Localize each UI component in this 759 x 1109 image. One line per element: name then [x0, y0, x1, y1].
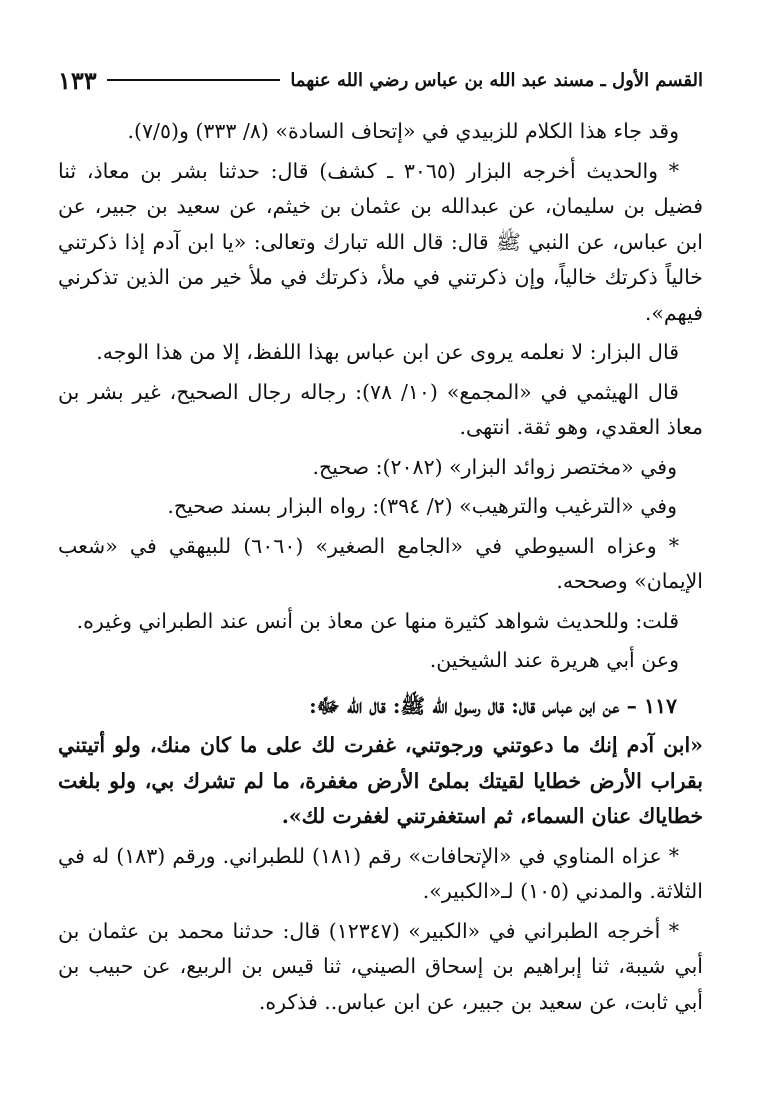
paragraph-tabarani: * أخرجه الطبراني في «الكبير» (١٢٣٤٧) قال: حدثنا محمد بن عثمان بن أبي شيبة، ثنا إبراهيم بن إسحاق الصيني، ثنا قيس بن الربيع، عن حبيب بن أبي ثابت، عن سعيد بن جبير، عن ابن عباس.. فذكره.: [58, 918, 703, 1014]
paragraph-shawahid: قلت: وللحديث شواهد كثيرة منها عن معاذ بن أنس عند الطبراني وغيره.: [76, 608, 679, 633]
paragraph-mukhtasar: وفي «مختصر زوائد البزار» (٢٠٨٢): صحيح.: [312, 454, 677, 479]
paragraph-suyuti: * وعزاه السيوطي في «الجامع الصغير» (٦٠٦٠) للبيهقي في «شعب الإيمان» وصححه.: [58, 533, 703, 593]
running-title: القسم الأول ـ مسند عبد الله بن عباس رضي الله عنهما: [290, 69, 703, 91]
paragraph-munawi: * عزاه المناوي في «الإتحافات» رقم (١٨١) للطبراني. ورقم (١٨٣) له في الثلاثة. والمدني (١٠٥) لـ«الكبير».: [58, 843, 703, 903]
paragraph-bazzar-takhrij: * والحديث أخرجه البزار (٣٠٦٥ ـ كشف) قال: حدثنا بشر بن معاذ، ثنا فضيل بن سليمان، عن عبدالله بن عثمان بن خيثم، عن سعيد بن جبير، عن ابن عباس، عن النبي ﷺ قال: قال الله تبارك وتعالى: «يا ابن آدم إذا ذكرتني خالياً ذكرتك خالياً، وإن ذكرتني في ملأ، ذكرتك في ملأ خير من الذين تذكرني فيهم».: [58, 158, 703, 325]
paragraph-haythami: قال الهيثمي في «المجمع» (١٠/ ٧٨): رجاله رجال الصحيح، غير بشر بن معاذ العقدي، وهو ثقة. انتهى.: [58, 379, 703, 439]
page-body: [58, 114, 703, 1020]
hadith-heading: ١١٧ – عن ابن عباس قال: قال رسول الله ﷺ: قال الله ﷻ:: [309, 693, 677, 718]
page-number: ١٣٣: [58, 65, 97, 95]
hadith-text: «ابن آدم إنك ما دعوتني ورجوتني، غفرت لك على ما كان منك، ولو أتيتني بقراب الأرض خطايا لقيتك بملئ الأرض مغفرة، ما لم تشرك بي، ولو بلغت خطاياك عنان السماء، ثم استغفرتني لغفرت لك».: [58, 733, 703, 828]
paragraph-ithaf-reference: وقد جاء هذا الكلام للزبيدي في «إتحاف السادة» (٨/ ٣٣٣) و(٧/٥).: [127, 119, 679, 143]
paragraph-bazzar-comment: قال البزار: لا نعلمه يروى عن ابن عباس بهذا اللفظ، إلا من هذا الوجه.: [96, 340, 679, 364]
header-rule: [107, 79, 281, 81]
paragraph-targhib: وفي «الترغيب والترهيب» (٢/ ٣٩٤): رواه البزار بسند صحيح.: [167, 494, 677, 518]
page-header: [58, 58, 703, 102]
paragraph-abu-hurayra: وعن أبي هريرة عند الشيخين.: [429, 648, 679, 672]
